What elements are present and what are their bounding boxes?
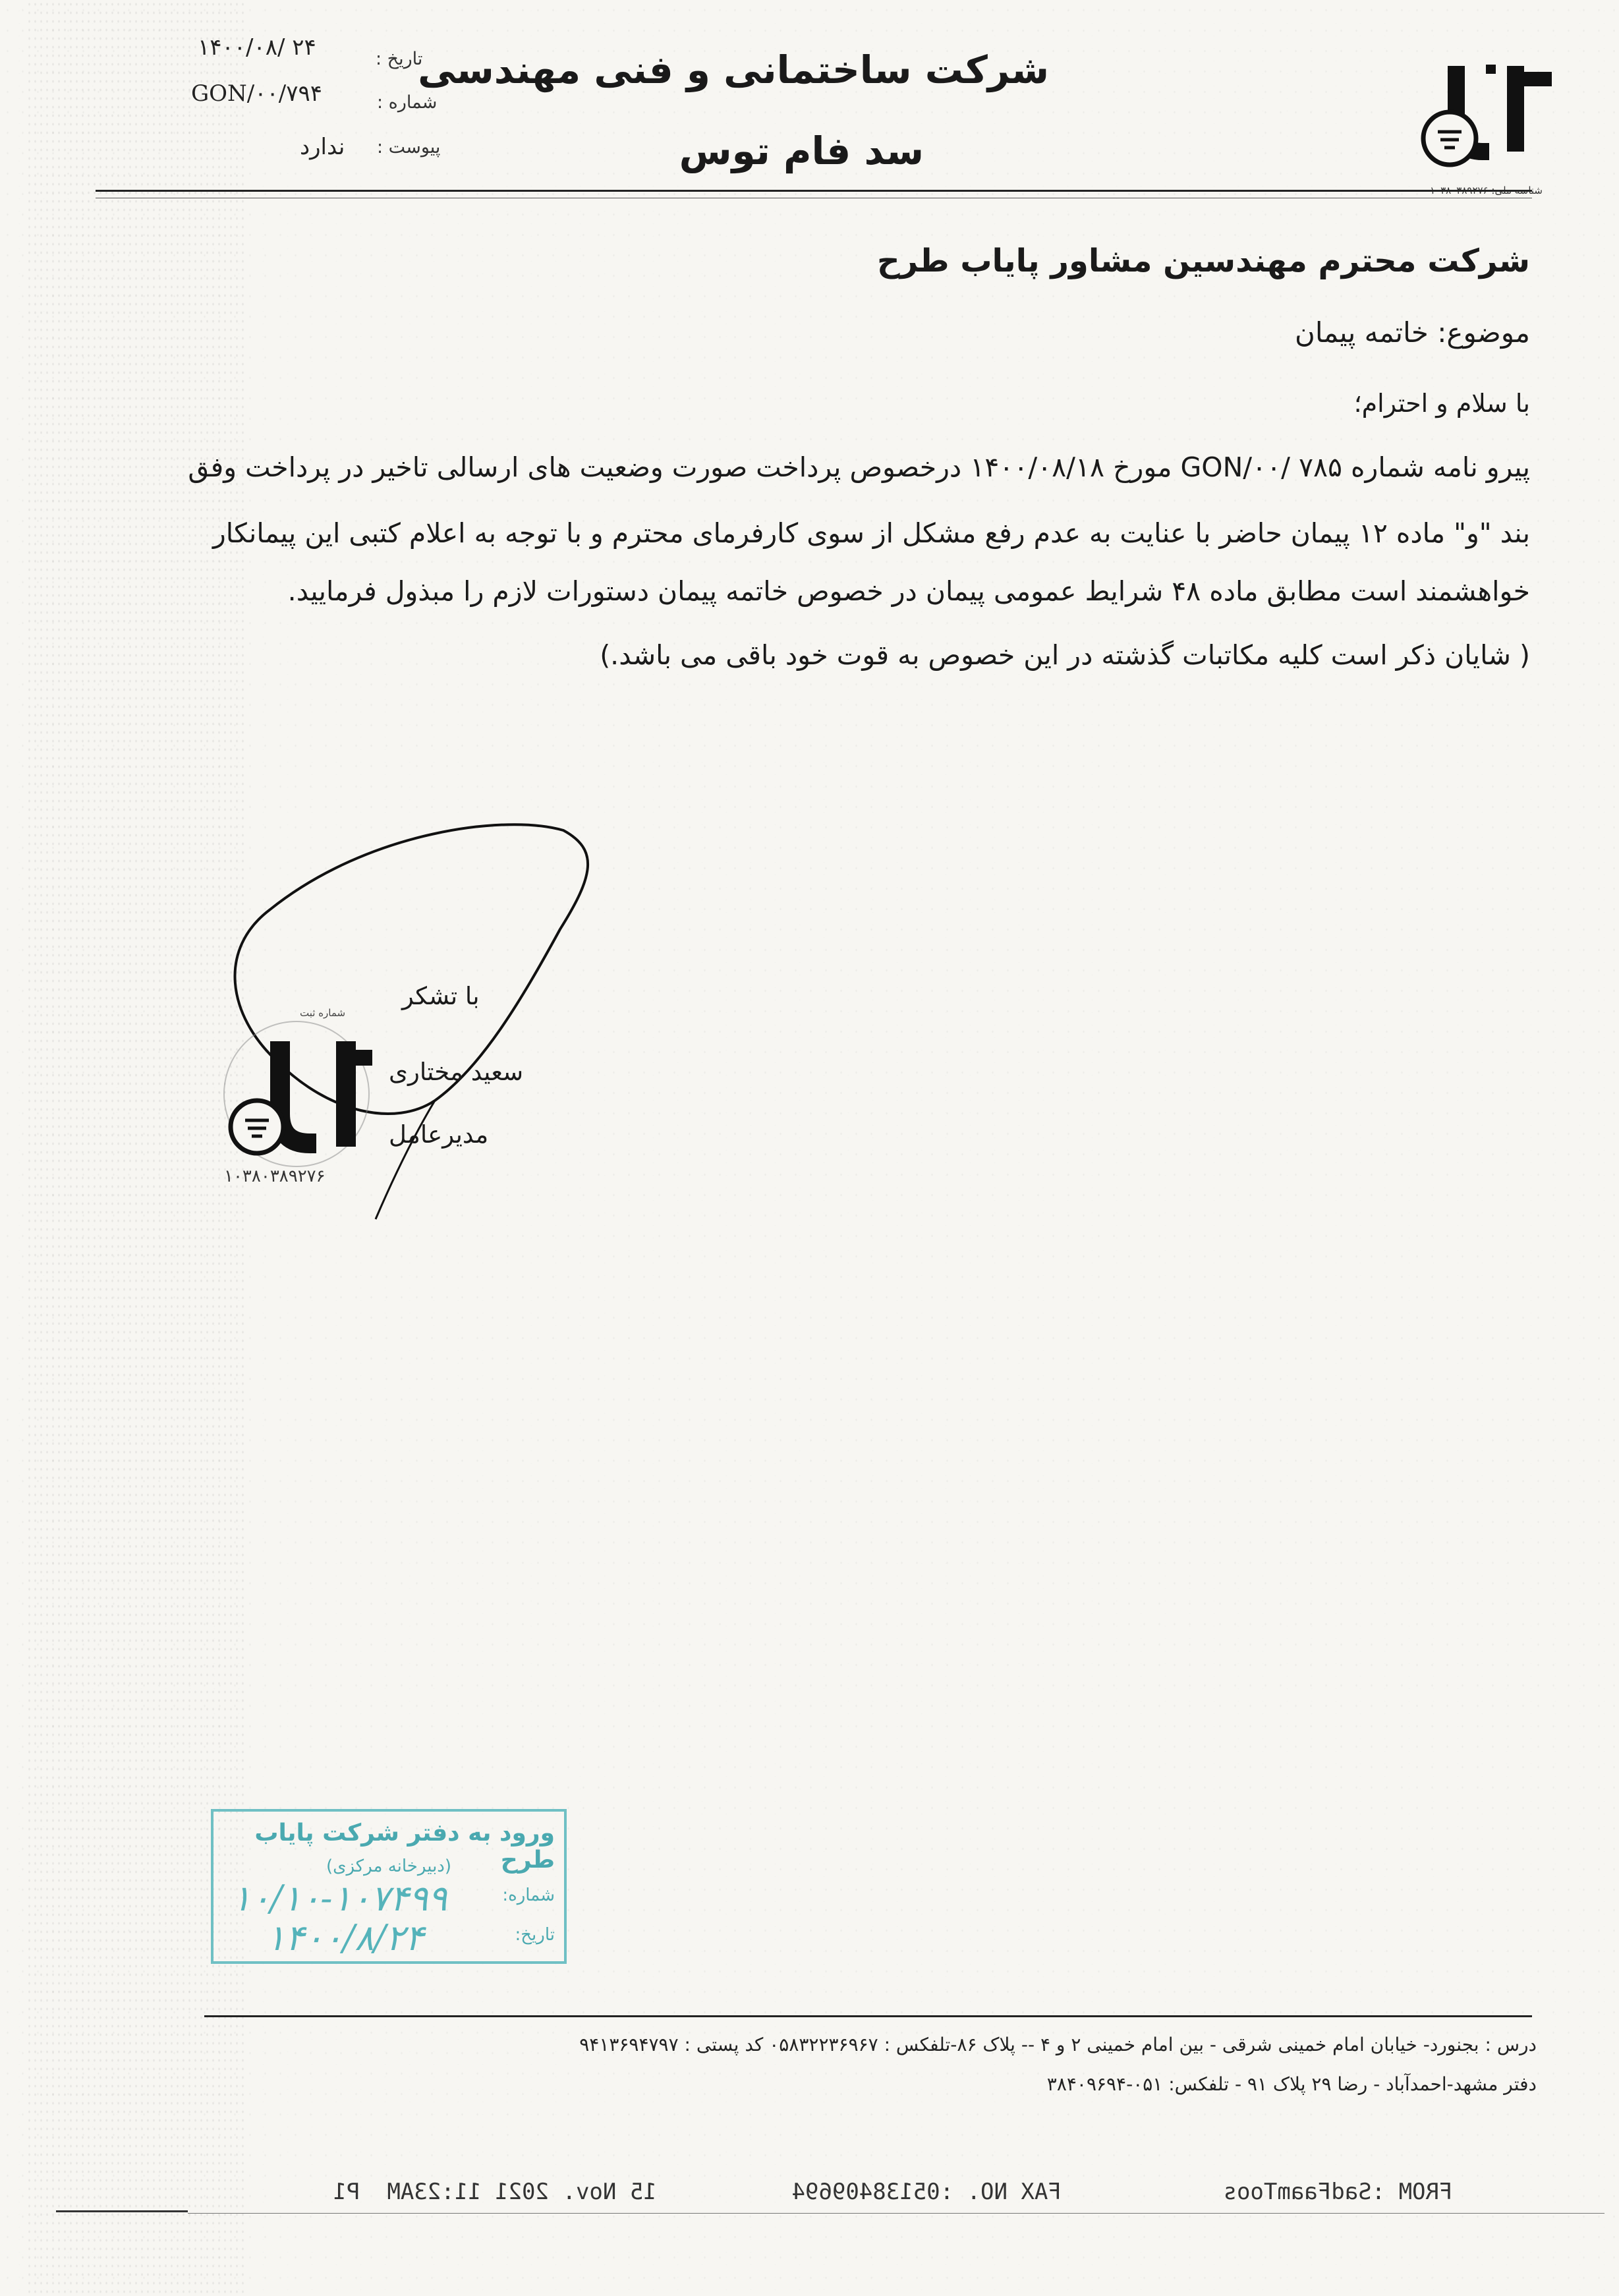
number-label: شماره : — [377, 92, 438, 113]
fax-header-text: FROM :SadFaamToos FAX NO. :05138409694 15 Nov. 2021 11:23AM P1 — [333, 2179, 1453, 2205]
greeting: با سلام و احترام؛ — [1353, 389, 1530, 418]
fax-rule — [56, 2210, 188, 2212]
date-label: تاریخ : — [376, 49, 423, 69]
body-line: پیرو نامه شماره GON/۰۰/ ۷۸۵ مورخ ۱۴۰۰/۰۸/۱۸ درخصوص پرداخت صورت وضعیت های ارسالی تاخیر در پرداخت وفق — [188, 451, 1530, 483]
entry-stamp — [211, 1809, 567, 1964]
logo-caption: شناسه ملی: ۱۰۳۸۰۳۸۹۲۷۶ — [1430, 185, 1543, 196]
footer-divider — [204, 2015, 1532, 2017]
entry-number-label: شماره: — [502, 1885, 555, 1905]
fax-rule-thin — [188, 2213, 1605, 2214]
attachment-value: ندارد — [300, 134, 345, 160]
number-value: GON/۰۰/۷۹۴ — [191, 80, 323, 107]
fax-header-strip — [56, 2179, 1572, 2218]
company-name: شرکت ساختمانی و فنی مهندسی — [418, 47, 1049, 92]
recipient: شرکت محترم مهندسین مشاور پایاب طرح — [876, 243, 1530, 279]
entry-date-value: ۱۴۰۰/۸/۲۴ — [266, 1917, 424, 1959]
subject: موضوع: خاتمه پیمان — [1295, 316, 1530, 349]
body-line: خواهشمند است مطابق ماده ۴۸ شرایط عمومی پیمان در خصوص خاتمه پیمان دستورات لازم را مبذول فرمایید. — [287, 575, 1530, 607]
company-stamp-icon — [217, 1015, 376, 1173]
closing: با تشکر — [402, 982, 480, 1010]
body-line: بند "و" ماده ۱۲ پیمان حاضر با عنایت به عدم رفع مشکل از سوی کارفرمای محترم و با توجه به اعلام کتبی این پیمانکار — [213, 517, 1530, 549]
signer-title: مدیرعامل — [389, 1120, 489, 1149]
body-line: ( شایان ذکر است کلیه مکاتبات گذشته در این خصوص به قوت خود باقی می باشد.) — [600, 639, 1530, 671]
entry-number-value: ۱۰/۱۰-۱۰۷۴۹۹ — [232, 1878, 447, 1919]
company-subname: سد فام توس — [679, 129, 924, 173]
header-divider — [96, 190, 1532, 192]
footer-address-main: درس : بجنورد- خیابان امام خمینی شرقی - بین امام خمینی ۲ و ۴ -- پلاک ۸۶-تلفکس : ۰۵۸۳۲۲۳۶۹۶۷ کد پستی : ۹۴۱۳۶۹۴۷۹۷ — [579, 2034, 1537, 2055]
entry-stamp-subtitle: (دبیرخانه مرکزی) — [326, 1856, 452, 1876]
attachment-label: پیوست : — [377, 137, 441, 158]
stamp-code: ۱۰۳۸۰۳۸۹۲۷۶ — [224, 1166, 326, 1186]
footer-address-mashhad: دفتر مشهد-احمدآباد - رضا ۲۹ پلاک ۹۱ - تلفکس: ۰۵۱-۳۸۴۰۹۶۹۴ — [1046, 2073, 1537, 2095]
company-logo-icon — [1417, 53, 1562, 171]
entry-date-label: تاریخ: — [515, 1925, 555, 1945]
date-value: ۱۴۰۰/۰۸/ ۲۴ — [198, 34, 316, 61]
stamp-small-text: شماره ثبت — [300, 1007, 346, 1019]
signer-name: سعید مختاری — [389, 1058, 524, 1086]
entry-stamp-title: ورود به دفتر شرکت پایاب طرح — [254, 1820, 555, 1874]
